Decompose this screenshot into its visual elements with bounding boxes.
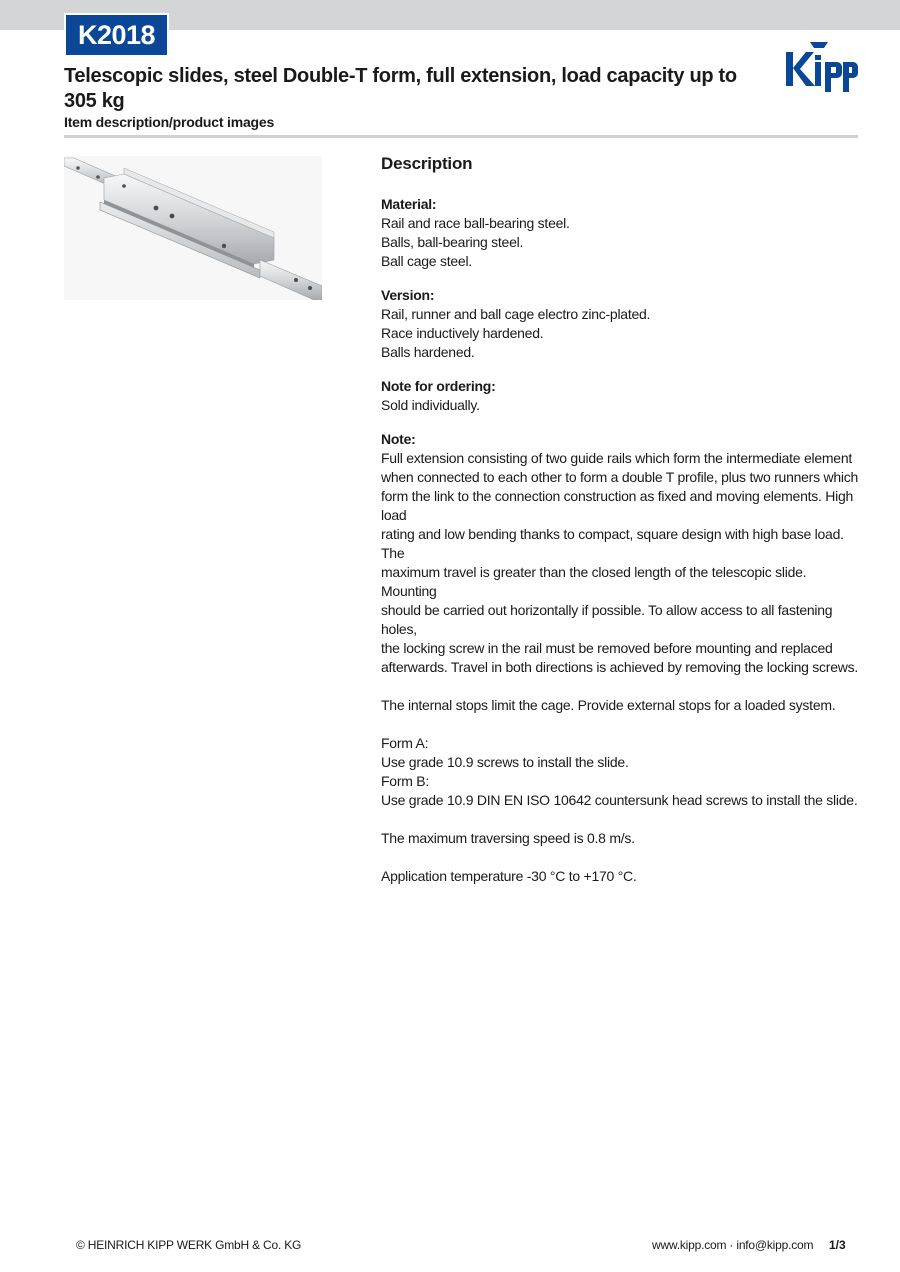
version-line: Rail, runner and ball cage electro zinc-plated. [381, 306, 651, 322]
material-line: Rail and race ball-bearing steel. [381, 215, 570, 231]
note-line: afterwards. Travel in both directions is achieved by removing the locking screws. [381, 659, 858, 675]
form-line: Use grade 10.9 screws to install the slide. [381, 754, 629, 770]
form-paragraph [381, 734, 859, 810]
form-line: Use grade 10.9 DIN EN ISO 10642 countersunk head screws to install the slide. [381, 792, 858, 808]
material-label: Material: [381, 196, 437, 212]
note-line: Full extension consisting of two guide rails which form the intermediate element [381, 450, 853, 466]
footer-contact: www.kipp.com · info@kipp.com [652, 1238, 814, 1252]
form-line: Form B: [381, 773, 430, 789]
note-line: form the link to the connection construction as fixed and moving elements. High load [381, 488, 854, 523]
form-line: Form A: [381, 735, 429, 751]
description-heading: Description [381, 154, 473, 173]
footer-copyright: © HEINRICH KIPP WERK GmbH & Co. KG [76, 1238, 302, 1252]
temperature-paragraph: Application temperature -30 °C to +170 °C. [381, 868, 637, 884]
version-section [381, 286, 859, 362]
note-line: the locking screw in the rail must be removed before mounting and replaced [381, 640, 833, 656]
note-line: maximum travel is greater than the closed length of the telescopic slide. Mounting [381, 564, 807, 599]
note-line: rating and low bending thanks to compact, square design with high base load. The [381, 526, 844, 561]
product-code: K2018 [66, 15, 167, 55]
kipp-logo [784, 38, 858, 92]
page-number: 1/3 [829, 1238, 846, 1252]
telescopic-slide-image [64, 156, 322, 300]
note-section [381, 430, 859, 677]
note-line: when connected to each other to form a double T profile, plus two runners which [381, 469, 859, 485]
page-title: Telescopic slides, steel Double-T form, full extension, load capacity up to 305 kg [64, 65, 737, 112]
ordering-label: Note for ordering: [381, 378, 496, 394]
stops-paragraph: The internal stops limit the cage. Provide external stops for a loaded system. [381, 697, 836, 713]
page-subtitle: Item description/product images [64, 114, 275, 130]
speed-paragraph: The maximum traversing speed is 0.8 m/s. [381, 830, 635, 846]
version-line: Balls hardened. [381, 344, 475, 360]
description-section [381, 153, 859, 905]
note-label: Note: [381, 431, 416, 447]
version-label: Version: [381, 287, 435, 303]
ordering-line: Sold individually. [381, 397, 480, 413]
material-line: Ball cage steel. [381, 253, 472, 269]
material-line: Balls, ball-bearing steel. [381, 234, 524, 250]
version-line: Race inductively hardened. [381, 325, 544, 341]
product-code-badge [64, 13, 169, 57]
note-line: should be carried out horizontally if possible. To allow access to all fastening holes, [381, 602, 833, 637]
ordering-section [381, 377, 859, 415]
material-section [381, 195, 859, 271]
header-divider [64, 135, 858, 138]
